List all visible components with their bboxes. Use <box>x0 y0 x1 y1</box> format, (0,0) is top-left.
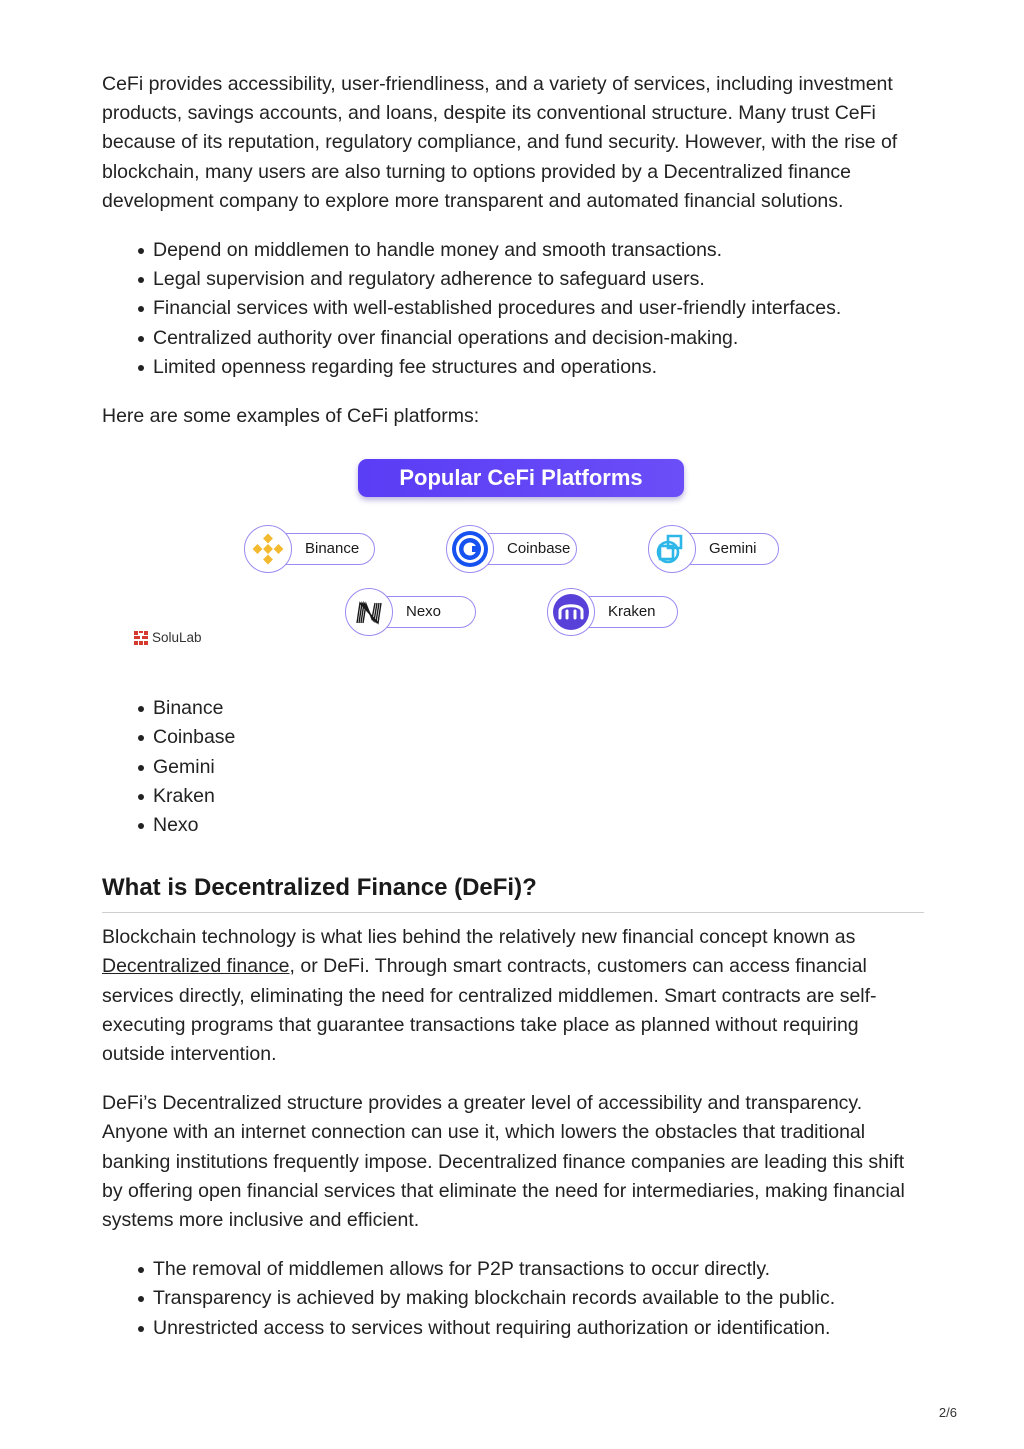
list-item: Transparency is achieved by making blockchain records available to the public. <box>102 1284 924 1313</box>
list-item: Coinbase <box>102 723 924 752</box>
solulab-watermark <box>134 630 202 645</box>
defi-paragraph-1 <box>102 923 924 1069</box>
cefi-examples-list <box>102 694 924 840</box>
platform-label: Nexo <box>365 596 476 628</box>
platform-label: Binance <box>264 533 375 565</box>
binance-logo-icon <box>244 525 292 573</box>
paragraph-text: , or DeFi. Through smart contracts, customers can access financial services directly, eliminating the need for centralized middlemen. Smart contracts are self-executing programs that guarantee transactions take place as planned without requiring outside intervention. <box>102 955 877 1066</box>
document-body <box>102 70 924 1343</box>
paragraph-text: Blockchain technology is what lies behind the relatively new financial concept known as <box>102 926 856 949</box>
platform-label: Gemini <box>668 533 779 565</box>
intro-paragraph: CeFi provides accessibility, user-friendliness, and a variety of services, including investment products, savings accounts, and loans, despite its conventional structure. Many trust CeFi because of its reputation, regulatory compliance, and fund security. However, with the rise of blockchain, many users are also turning to options provided by a Decentralized finance development company to explore more transparent and automated financial solutions. <box>102 73 898 212</box>
gemini-logo-icon <box>648 525 696 573</box>
list-item: The removal of middlemen allows for P2P transactions to occur directly. <box>102 1255 924 1284</box>
defi-section-heading: What is Decentralized Finance (DeFi)? <box>102 872 924 913</box>
nexo-logo-icon <box>345 588 393 636</box>
coinbase-logo-icon <box>446 525 494 573</box>
kraken-logo-icon <box>547 588 595 636</box>
platform-label: Coinbase <box>466 533 577 565</box>
decentralized-finance-link[interactable]: Decentralized finance <box>102 955 290 978</box>
examples-intro: Here are some examples of CeFi platforms: <box>102 405 480 428</box>
figure-title: Popular CeFi Platforms <box>358 459 684 497</box>
list-item: Gemini <box>102 753 924 782</box>
platform-label: Kraken <box>567 596 678 628</box>
list-item: Centralized authority over financial operations and decision-making. <box>102 324 924 353</box>
solulab-logo-icon <box>134 631 148 645</box>
defi-features-list <box>102 1255 924 1343</box>
cefi-features-list <box>102 236 924 382</box>
list-item: Legal supervision and regulatory adherence to safeguard users. <box>102 265 924 294</box>
list-item: Limited openness regarding fee structures and operations. <box>102 353 924 382</box>
cefi-platforms-figure <box>102 459 924 684</box>
list-item: Financial services with well-established procedures and user-friendly interfaces. <box>102 294 924 323</box>
list-item: Depend on middlemen to handle money and smooth transactions. <box>102 236 924 265</box>
list-item: Unrestricted access to services without requiring authorization or identification. <box>102 1314 924 1343</box>
watermark-text: SoluLab <box>152 630 202 646</box>
list-item: Binance <box>102 694 924 723</box>
list-item: Nexo <box>102 811 924 840</box>
list-item: Kraken <box>102 782 924 811</box>
page-number: 2/6 <box>938 1405 957 1420</box>
defi-paragraph-2: DeFi’s Decentralized structure provides a greater level of accessibility and transparency. Anyone with an internet connection can use it, which lowers the obstacles that traditional banking institutions frequently impose. Decentralized finance companies are leading this shift by offering open financial services that eliminate the need for intermediaries, making financial systems more inclusive and efficient. <box>102 1092 905 1232</box>
